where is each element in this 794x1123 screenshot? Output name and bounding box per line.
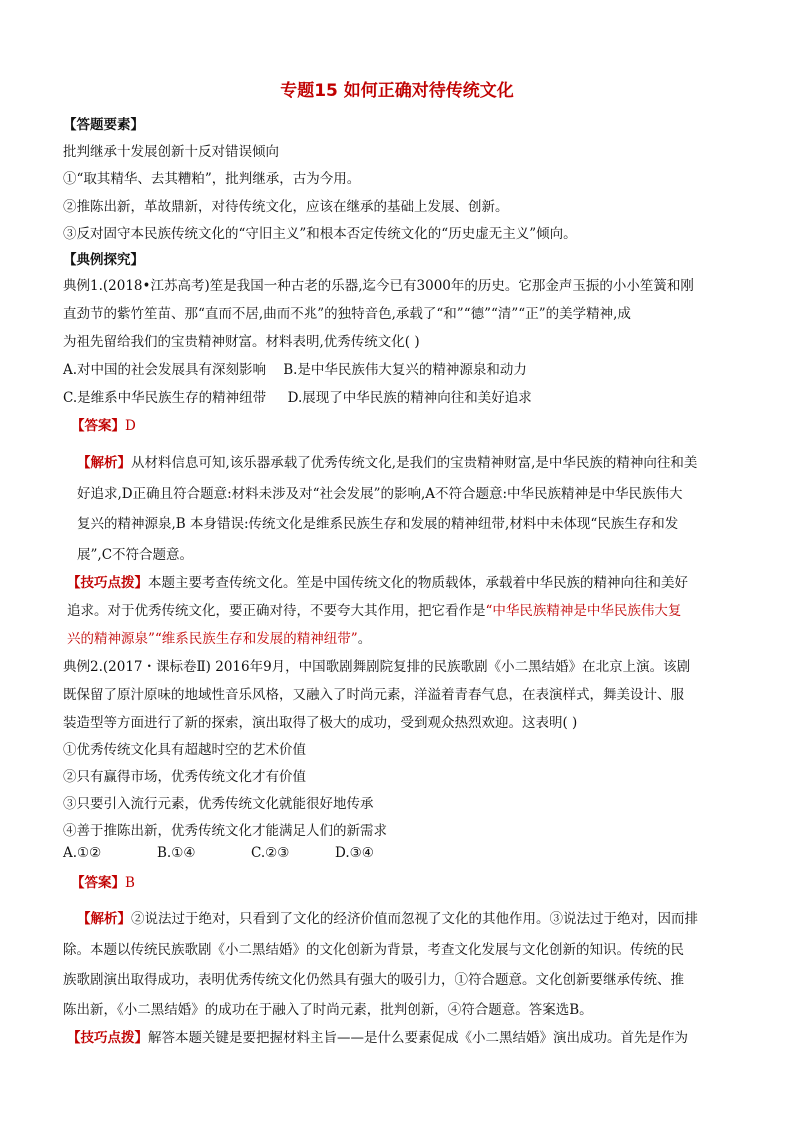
example1-option-d: D.展现了中华民族的精神向往和美好追求 bbox=[287, 390, 532, 406]
example2-statement-4: ④善于推陈出新，优秀传统文化才能满足人们的新需求 bbox=[63, 823, 387, 839]
page-title: 专题15 如何正确对待传统文化 bbox=[280, 81, 514, 101]
example2-question-line: 典例2.(2017・课标卷Ⅱ) 2016年9月，中国歌剧舞剧院复排的民族歌剧《小二黑结婚》在北京上演。该剧 bbox=[63, 659, 691, 675]
answer-point-2: ②推陈出新，革故鼎新，对待传统文化，应该在继承的基础上发展、创新。 bbox=[63, 199, 509, 215]
example2-option-d: D.③④ bbox=[335, 845, 374, 861]
example1-option-b: B.是中华民族伟大复兴的精神源泉和动力 bbox=[283, 362, 527, 378]
example1-analysis-line: 【解析】从材料信息可知,该乐器承载了优秀传统文化,是我们的宝贵精神财富,是中华民族的精神向往和美 bbox=[77, 455, 698, 471]
example2-analysis-line: 【解析】②说法过于绝对，只看到了文化的经济价值而忽视了文化的其他作用。③说法过于绝对，因而排 bbox=[77, 911, 698, 927]
section-heading-examples: 【典例探究】 bbox=[63, 252, 144, 268]
example1-question-line: 直劲节的紫竹笙苗、那“直而不居,曲而不兆”的独特音色,承载了“和”“德”“清”“正”的美学精神,成 bbox=[63, 306, 631, 322]
example1-option-c: C.是维系中华民族生存的精神纽带 bbox=[63, 390, 267, 406]
answer-point-1: ①“取其精华、去其糟粕”，批判继承，古为今用。 bbox=[63, 171, 361, 187]
example2-option-a: A.①② bbox=[63, 845, 102, 861]
example1-options-ab bbox=[63, 358, 527, 378]
example1-options-cd bbox=[63, 386, 532, 406]
answer-formula: 批判继承十发展创新十反对错误倾向 bbox=[63, 144, 279, 160]
example2-statement-2: ②只有赢得市场，优秀传统文化才有价值 bbox=[63, 769, 306, 785]
example2-statement-3: ③只要引入流行元素，优秀传统文化就能很好地传承 bbox=[63, 796, 374, 812]
answer-label: 【答案】 bbox=[71, 875, 125, 891]
example1-tip-line: 追求。对于优秀传统文化，要正确对待，不要夸大其作用，把它看作是“中华民族精神是中华民族伟大复 bbox=[67, 603, 682, 619]
example1-question-line: 为祖先留给我们的宝贵精神财富。材料表明,优秀传统文化( ) bbox=[63, 334, 420, 350]
tip-label: 【技巧点拨】 bbox=[67, 575, 148, 591]
example1-tip-line: 兴的精神源泉”“维系民族生存和发展的精神纽带”。 bbox=[67, 631, 372, 647]
section-heading-answer-elements: 【答题要素】 bbox=[63, 117, 144, 133]
example1-analysis-line: 展”,C不符合题意。 bbox=[77, 547, 194, 563]
answer-value: B bbox=[125, 875, 135, 891]
answer-value: D bbox=[125, 418, 136, 434]
tip-label: 【技巧点拨】 bbox=[67, 1030, 148, 1046]
example2-question-line: 既保留了原汁原味的地域性音乐风格，又融入了时尚元素，洋溢着青春气息，在表演样式，舞美设计、服 bbox=[63, 687, 684, 703]
example2-answer bbox=[71, 871, 135, 891]
example1-analysis-line: 复兴的精神源泉,B 本身错误:传统文化是维系民族生存和发展的精神纽带,材料中未体现“民族生存和发 bbox=[77, 516, 679, 532]
answer-point-3: ③反对固守本民族传统文化的“守旧主义”和根本否定传统文化的“历史虚无主义”倾向。 bbox=[63, 226, 577, 242]
example1-question-line: 典例1.(2018•江苏高考)笙是我国一种古老的乐器,迄今已有3000年的历史。它那金声玉振的小小笙簧和刚 bbox=[63, 278, 694, 294]
example2-analysis-line: 陈出新，《小二黑结婚》的成功在于融入了时尚元素，批判创新，④符合题意。答案选B。 bbox=[63, 1002, 593, 1018]
answer-label: 【答案】 bbox=[71, 418, 125, 434]
example2-analysis-line: 除。本题以传统民族歌剧《小二黑结婚》的文化创新为背景，考查文化发展与文化创新的知识。传统的民 bbox=[63, 942, 684, 958]
tip-highlight: “中华民族精神是中华民族伟大复 bbox=[485, 603, 682, 619]
example2-analysis-line: 族歌剧演出取得成功，表明优秀传统文化仍然具有强大的吸引力，①符合题意。文化创新要继承传统、推 bbox=[63, 972, 684, 988]
example2-option-b: B.①④ bbox=[157, 845, 196, 861]
example2-options bbox=[63, 845, 374, 861]
example1-answer bbox=[71, 414, 136, 434]
example2-tip-line: 【技巧点拨】解答本题关键是要把握材料主旨——是什么要素促成《小二黑结婚》演出成功。首先是作为 bbox=[67, 1030, 688, 1046]
example2-statement-1: ①优秀传统文化具有超越时空的艺术价值 bbox=[63, 742, 306, 758]
tip-highlight: 兴的精神源泉”“维系民族生存和发展的精神纽带” bbox=[67, 631, 358, 647]
analysis-label: 【解析】 bbox=[77, 911, 131, 927]
example2-option-c: C.②③ bbox=[251, 845, 290, 861]
analysis-label: 【解析】 bbox=[77, 455, 131, 471]
example1-tip-line: 【技巧点拨】本题主要考查传统文化。笙是中国传统文化的物质载体，承载着中华民族的精神向往和美好 bbox=[67, 575, 688, 591]
example1-option-a: A.对中国的社会发展具有深刻影响 bbox=[63, 362, 267, 378]
example2-question-line: 装造型等方面进行了新的探索，演出取得了极大的成功，受到观众热烈欢迎。这表明( ) bbox=[63, 715, 578, 731]
example1-analysis-line: 好追求,D正确且符合题意:材料未涉及对“社会发展”的影响,A不符合题意:中华民族精神是中华民族伟大 bbox=[77, 486, 683, 502]
